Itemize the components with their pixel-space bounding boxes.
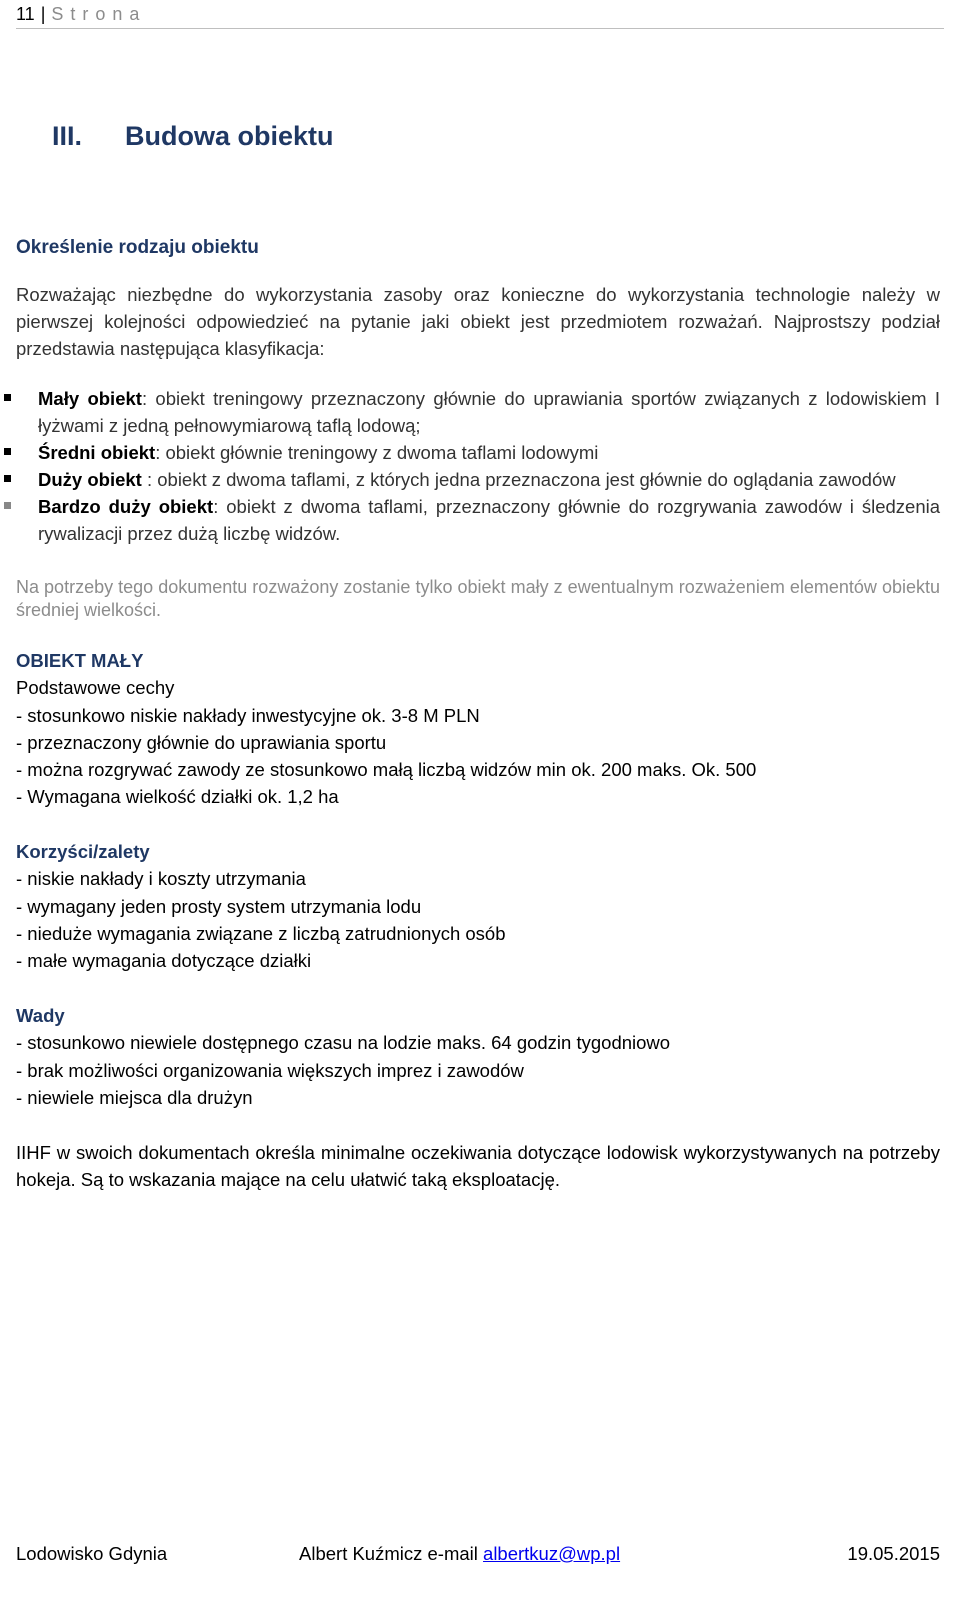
intro-paragraph: Rozważając niezbędne do wykorzystania zasoby oraz konieczne do wykorzystania technologie należy w pierwszej kolejności odpowiedzieć na pytanie jaki obiekt jest przedmiotem rozważań. Najprostszy podział przedstawia następująca klasyfikacja:	[16, 284, 940, 359]
footer-project: Lodowisko Gdynia	[16, 1543, 168, 1564]
list-item-desc: : obiekt z dwoma taflami, przeznaczony głównie do rozgrywania zawodów i śledzenia rywalizacji przez dużą liczbę widzów.	[38, 496, 941, 544]
square-bullet-icon	[4, 475, 11, 482]
section-heading: Określenie rodzaju obiektu	[16, 237, 259, 258]
advantage-item: - niskie nakłady i koszty utrzymania	[16, 868, 306, 890]
closing-paragraph: IIHF w swoich dokumentach określa minimalne oczekiwania dotyczące lodowisk wykorzystywanych na potrzeby hokeja. Są to wskazania mające na celu ułatwić taką eksploatację.	[16, 1142, 940, 1191]
list-item	[0, 493, 940, 547]
chapter-number: III.	[52, 121, 83, 151]
disadvantages-heading: Wady	[16, 1005, 65, 1026]
list-item-desc: : obiekt treningowy przeznaczony głównie do uprawiania sportów związanych z lodowiskiem I łyżwami z jedną pełnowymiarową taflą lodową;	[38, 388, 940, 436]
list-item	[0, 439, 940, 466]
list-item-desc: : obiekt głównie treningowy z dwoma taflami lodowymi	[155, 442, 599, 463]
square-bullet-icon	[4, 448, 11, 455]
feature-item: - można rozgrywać zawody ze stosunkowo małą liczbą widzów min ok. 200 maks. Ok. 500	[16, 759, 757, 781]
footer-date: 19.05.2015	[847, 1543, 940, 1564]
page-number: 11	[16, 4, 35, 24]
footer-author	[299, 1541, 620, 1567]
list-item-term: Mały obiekt	[38, 388, 142, 409]
square-bullet-icon	[4, 502, 11, 509]
page-footer	[16, 1541, 940, 1567]
list-item-desc: : obiekt z dwoma taflami, z których jedna przeznaczona jest głównie do oglądania zawodów	[141, 469, 896, 490]
small-object-section	[16, 647, 940, 811]
list-item-term: Duży obiekt	[38, 469, 142, 490]
advantages-section	[16, 838, 940, 974]
list-item	[0, 466, 940, 493]
chapter-title-text: Budowa obiektu	[125, 121, 334, 151]
scope-note: Na potrzeby tego dokumentu rozważony zostanie tylko obiekt mały z ewentualnym rozważeniem elementów obiektu średniej wielkości.	[16, 577, 940, 620]
feature-item: - Wymagana wielkość działki ok. 1,2 ha	[16, 786, 339, 808]
small-object-heading: OBIEKT MAŁY	[16, 650, 144, 671]
small-object-subheading: Podstawowe cechy	[16, 677, 175, 699]
list-item-term: Bardzo duży obiekt	[38, 496, 214, 517]
square-bullet-icon	[4, 394, 11, 401]
disadvantage-item: - niewiele miejsca dla drużyn	[16, 1086, 253, 1108]
advantage-item: - nieduże wymagania związane z liczbą zatrudnionych osób	[16, 922, 506, 944]
feature-item: - przeznaczony głównie do uprawiania sportu	[16, 731, 387, 753]
disadvantages-section	[16, 1002, 940, 1111]
feature-item: - stosunkowo niskie nakłady inwestycyjne ok. 3-8 M PLN	[16, 704, 480, 726]
advantage-item: - wymagany jeden prosty system utrzymania lodu	[16, 895, 422, 917]
disadvantage-item: - stosunkowo niewiele dostępnego czasu na lodzie maks. 64 godzin tygodniowo	[16, 1032, 671, 1054]
disadvantage-item: - brak możliwości organizowania większych imprez i zawodów	[16, 1059, 524, 1081]
list-item-term: Średni obiekt	[38, 442, 156, 463]
footer-email-link[interactable]: albertkuz@wp.pl	[483, 1543, 621, 1564]
page-word: Strona	[51, 4, 147, 24]
page-header	[16, 2, 944, 29]
list-item	[0, 385, 940, 439]
header-separator: |	[40, 4, 46, 24]
advantages-heading: Korzyści/zalety	[16, 841, 150, 862]
advantage-item: - małe wymagania dotyczące działki	[16, 950, 312, 972]
footer-author-text: Albert Kuźmicz e-mail	[299, 1543, 478, 1564]
chapter-title	[52, 116, 334, 156]
classification-list	[0, 385, 940, 547]
